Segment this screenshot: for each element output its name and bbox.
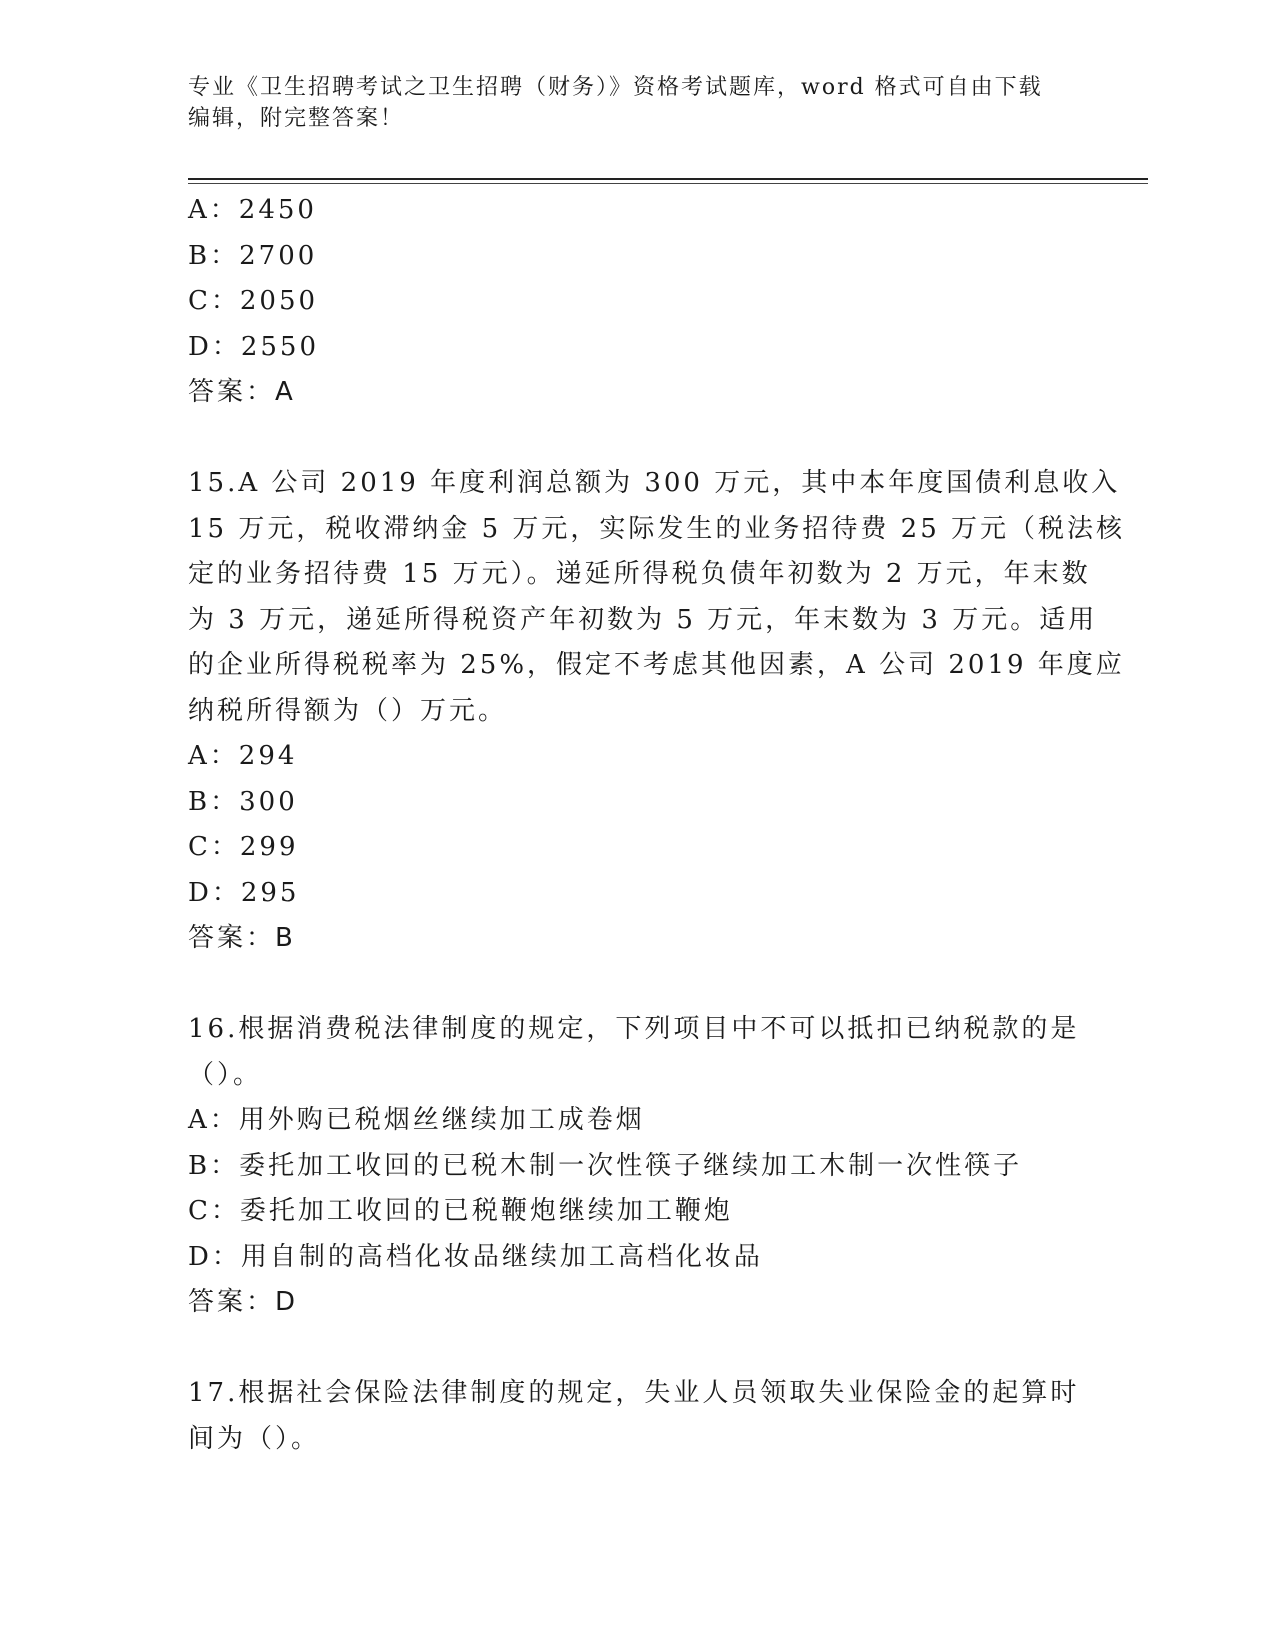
answer-label: 答案：B: [188, 923, 296, 953]
question-text-line: 16.根据消费税法律制度的规定，下列项目中不可以抵扣已纳税款的是: [188, 1014, 1080, 1044]
question-text-line: 为 3 万元，递延所得税资产年初数为 5 万元，年末数为 3 万元。适用: [188, 604, 1098, 635]
question-15: [188, 461, 1126, 962]
option-b: B：委托加工收回的已税木制一次性筷子继续加工木制一次性筷子: [188, 1150, 1023, 1181]
option-c: C：2050: [188, 286, 319, 316]
spacer: [188, 416, 1088, 462]
question-text-line: 的企业所得税税率为 25%，假定不考虑其他因素，A 公司 2019 年度应: [188, 650, 1125, 680]
question-text-line: 间为（）。: [188, 1423, 321, 1454]
option-c: C：299: [188, 832, 299, 862]
option-a: A：用外购已税烟丝继续加工成卷烟: [188, 1105, 645, 1135]
answer-label: 答案：A: [188, 377, 296, 407]
option-a: A：2450: [188, 195, 317, 225]
header-line-1: 专业《卫生招聘考试之卫生招聘（财务）》资格考试题库，word 格式可自由下载: [188, 75, 1043, 100]
answer-label: 答案：D: [188, 1287, 299, 1317]
option-d: D：2550: [188, 331, 320, 362]
option-b: B：300: [188, 786, 298, 817]
question-text-line: 15.A 公司 2019 年度利润总额为 300 万元，其中本年度国债利息收入: [188, 468, 1121, 498]
spacer: [188, 1326, 1088, 1372]
question-content: [188, 188, 1126, 1462]
option-d: D：295: [188, 877, 300, 908]
question-text-line: （）。: [188, 1059, 263, 1090]
question-text-line: 15 万元，税收滞纳金 5 万元，实际发生的业务招待费 25 万元（税法核: [188, 513, 1126, 544]
question-text-line: 17.根据社会保险法律制度的规定，失业人员领取失业保险金的起算时: [188, 1378, 1080, 1408]
header-line-2: 编辑，附完整答案！: [188, 106, 405, 131]
header-rule-thick: [188, 178, 1148, 180]
question-17: [188, 1371, 1088, 1462]
question-16: [188, 1007, 1088, 1326]
option-c: C：委托加工收回的已税鞭炮继续加工鞭炮: [188, 1196, 733, 1226]
document-header: [188, 72, 1088, 134]
option-d: D：用自制的高档化妆品继续加工高档化妆品: [188, 1241, 763, 1272]
spacer: [188, 962, 1088, 1008]
prev-question-block: [188, 188, 1088, 416]
option-b: B：2700: [188, 240, 318, 271]
option-a: A：294: [188, 741, 298, 771]
question-text-line: 定的业务招待费 15 万元）。递延所得税负债年初数为 2 万元，年末数: [188, 559, 1091, 589]
question-text-line: 纳税所得额为（）万元。: [188, 695, 508, 726]
header-rule-thin: [188, 183, 1148, 184]
